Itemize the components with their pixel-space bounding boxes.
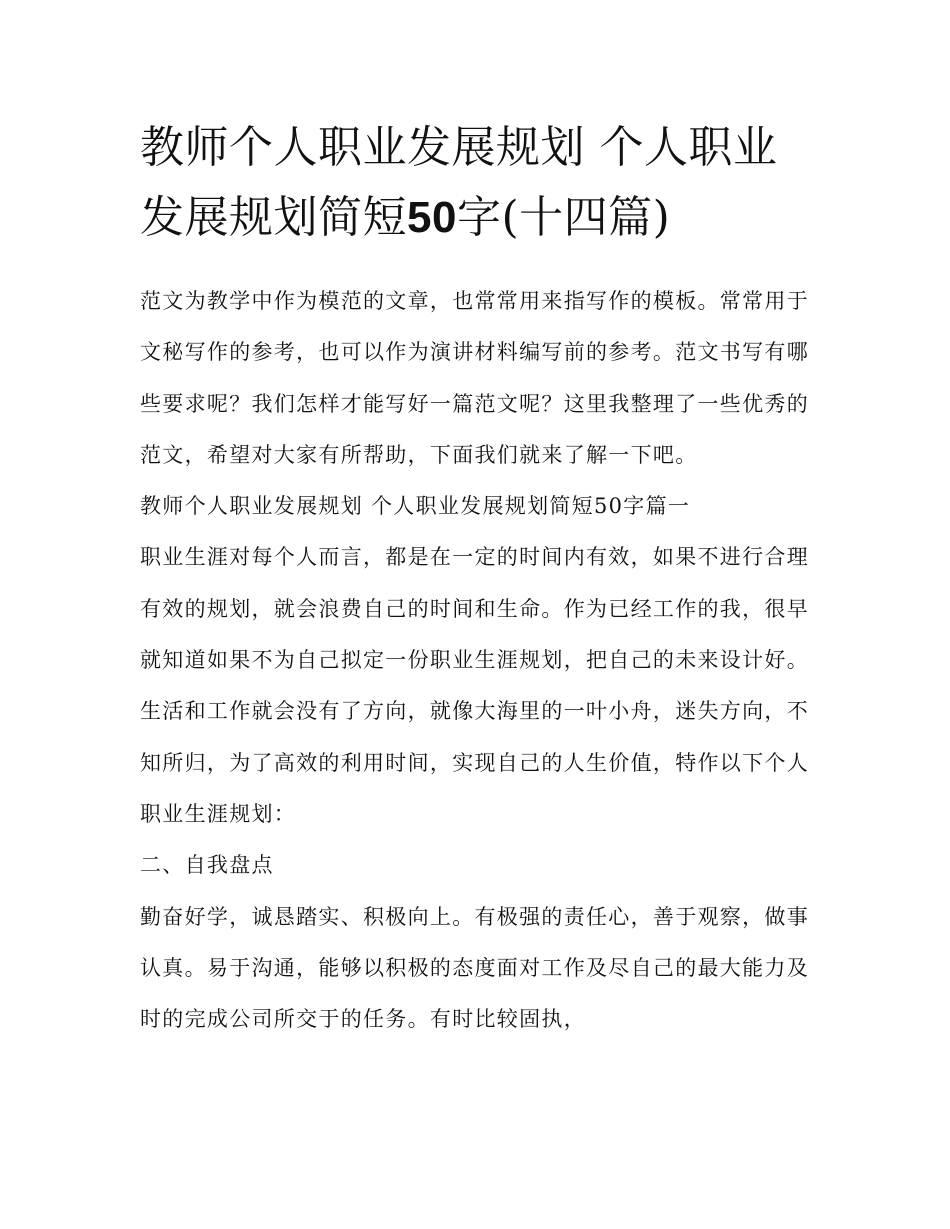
document-title [140, 113, 820, 253]
section-heading-self-assessment: 二、自我盘点 [140, 853, 274, 878]
body-paragraph: 职业生涯对每个人而言，都是在一定的时间内有效，如果不进行合理有效的规划，就会浪费自己的时间和生命。作为已经工作的我，很早就知道如果不为自己拟定一份职业生涯规划，把自己的未来设计好。生活和工作就会没有了方向，就像大海里的一叶小舟，迷失方向，不知所归，为了高效的利用时间，实现自己的人生价值，特作以下个人职业生涯规划： [140, 545, 809, 826]
document-body [140, 276, 820, 1045]
body-paragraph: 勤奋好学，诚恳踏实、积极向上。有极强的责任心，善于观察，做事认真。易于沟通，能够以积极的态度面对工作及尽自己的最大能力及时的完成公司所交于的任务。有时比较固执， [140, 904, 809, 1032]
section-heading-part-one: 教师个人职业发展规划 个人职业发展规划简短50字篇一 [140, 494, 691, 519]
title-number: 50 [407, 193, 457, 242]
title-text-part1: 教师个人职业发展规划 个人职业发展规划简短 [140, 122, 778, 243]
intro-paragraph: 范文为教学中作为模范的文章，也常常用来指写作的模板。常常用于文秘写作的参考，也可以作为演讲材料编写前的参考。范文书写有哪些要求呢？我们怎样才能写好一篇范文呢？这里我整理了一些优秀的范文，希望对大家有所帮助，下面我们就来了解一下吧。 [140, 289, 809, 467]
title-text-part2: 字(十四篇) [456, 192, 671, 243]
